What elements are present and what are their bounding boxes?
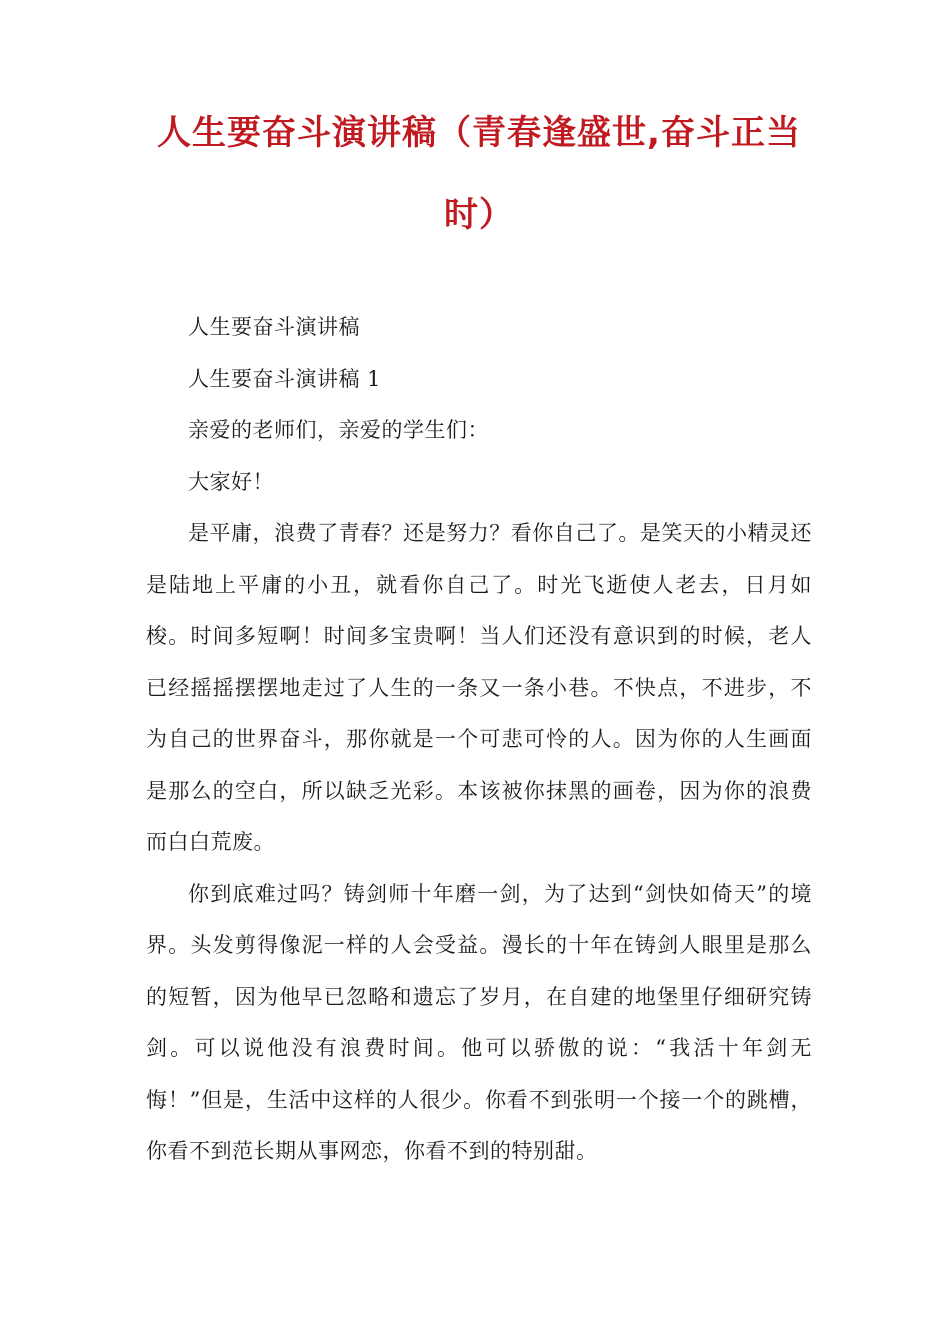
document-body: [146, 302, 812, 1178]
paragraph: 亲爱的老师们，亲爱的学生们：: [188, 418, 489, 442]
paragraph: 人生要奋斗演讲稿 1: [188, 366, 382, 391]
paragraph: 大家好！: [188, 469, 274, 494]
document-title: 人生要奋斗演讲稿（青春逢盛世,奋斗正当时）: [157, 113, 801, 235]
paragraph: 是平庸，浪费了青春？还是努力？看你自己了。是笑天的小精灵还是陆地上平庸的小丑，就看你自己了。时光飞逝使人老去，日月如梭。时间多短啊！时间多宝贵啊！当人们还没有意识到的时候，老人已经摇摇摆摆地走过了人生的一条又一条小巷。不快点，不进步，不为自己的世界奋斗，那你就是一个可悲可怜的人。因为你的人生画面是那么的空白，所以缺乏光彩。本该被你抹黑的画卷，因为你的浪费而白白荒废。: [146, 521, 812, 854]
paragraph: 人生要奋斗演讲稿: [188, 315, 360, 339]
paragraph: 你到底难过吗？铸剑师十年磨一剑，为了达到“剑快如倚天”的境界。头发剪得像泥一样的人会受益。漫长的十年在铸剑人眼里是那么的短暂，因为他早已忽略和遗忘了岁月，在自建的地堡里仔细研究铸剑。可以说他没有浪费时间。他可以骄傲的说：“我活十年剑无悔！”但是，生活中这样的人很少。你看不到张明一个接一个的跳槽，你看不到范长期从事网恋，你看不到的特别甜。: [146, 881, 812, 1163]
